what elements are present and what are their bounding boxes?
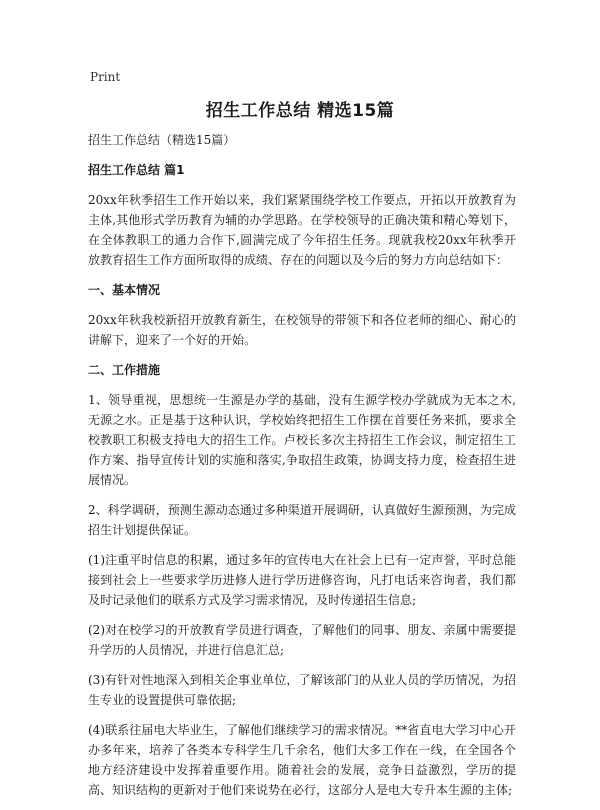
section-title: 招生工作总结 篇1: [88, 163, 185, 177]
measure-2-paragraph: 2、科学调研，预测生源动态通过多种渠道开展调研，认真做好生源预测，为完成招生计划提供保证。: [88, 503, 516, 537]
print-label: Print: [90, 70, 121, 84]
list-item: (4)联系往届电大毕业生，了解他们继续学习的需求情况。**省直电大学习中心开办多年来，培养了各类本专科学生几千余名，他们大多工作在一线，在全国各个地方经济建设中发挥着重要作用。随着社会的发展，竞争日益激烈，学历的提高、知识结构的更新对于他们来说势在必行，这部分人是电大专升本生源的主体;: [88, 723, 516, 797]
measure-1-paragraph: 1、领导重视，思想统一生源是办学的基础，没有生源学校办学就成为无本之木,无源之水。正是基于这种认识，学校始终把招生工作摆在首要任务来抓，要求全校教职工积极支持电大的招生工作。卢校长多次主持招生工作会议，制定招生工作方案、指导宣传计划的实施和落实,争取招生政策，协调支持力度，检查招生进展情况。: [88, 393, 516, 487]
page-title: 招生工作总结 精选15篇: [205, 101, 395, 121]
list-item: (2)对在校学习的开放教育学员进行调查，了解他们的同事、朋友、亲属中需要提升学历的人员情况，并进行信息汇总;: [88, 623, 516, 657]
heading-basic-situation: 一、基本情况: [88, 283, 161, 297]
list-item: (3)有针对性地深入到相关企事业单位，了解该部门的从业人员的学历情况，为招生专业的设置提供可靠依据;: [88, 673, 516, 707]
document-body: [88, 130, 516, 810]
list-item: (1)注重平时信息的积累，通过多年的宣传电大在社会上已有一定声誉，平时总能接到社会上一些要求学历进修人进行学历进修咨询，凡打电话来咨询者，我们都及时记录他们的联系方式及学习需求情况，及时传递招生信息;: [88, 553, 516, 607]
intro-paragraph: 20xx年秋季招生工作开始以来，我们紧紧围绕学校工作要点，开拓以开放教育为主体,其他形式学历教育为辅的办学思路。在学校领导的正确决策和精心筹划下，在全体教职工的通力合作下,圆满完成了今年招生任务。现就我校20xx年秋季开放教育招生工作方面所取得的成绩、存在的问题以及今后的努力方向总结如下：: [88, 193, 516, 267]
document-subtitle: 招生工作总结（精选15篇）: [88, 133, 236, 147]
heading-work-measures: 二、工作措施: [88, 363, 161, 377]
basic-situation-paragraph: 20xx年秋我校新招开放教育新生，在校领导的带领下和各位老师的细心、耐心的讲解下，迎来了一个好的开始。: [88, 313, 516, 347]
